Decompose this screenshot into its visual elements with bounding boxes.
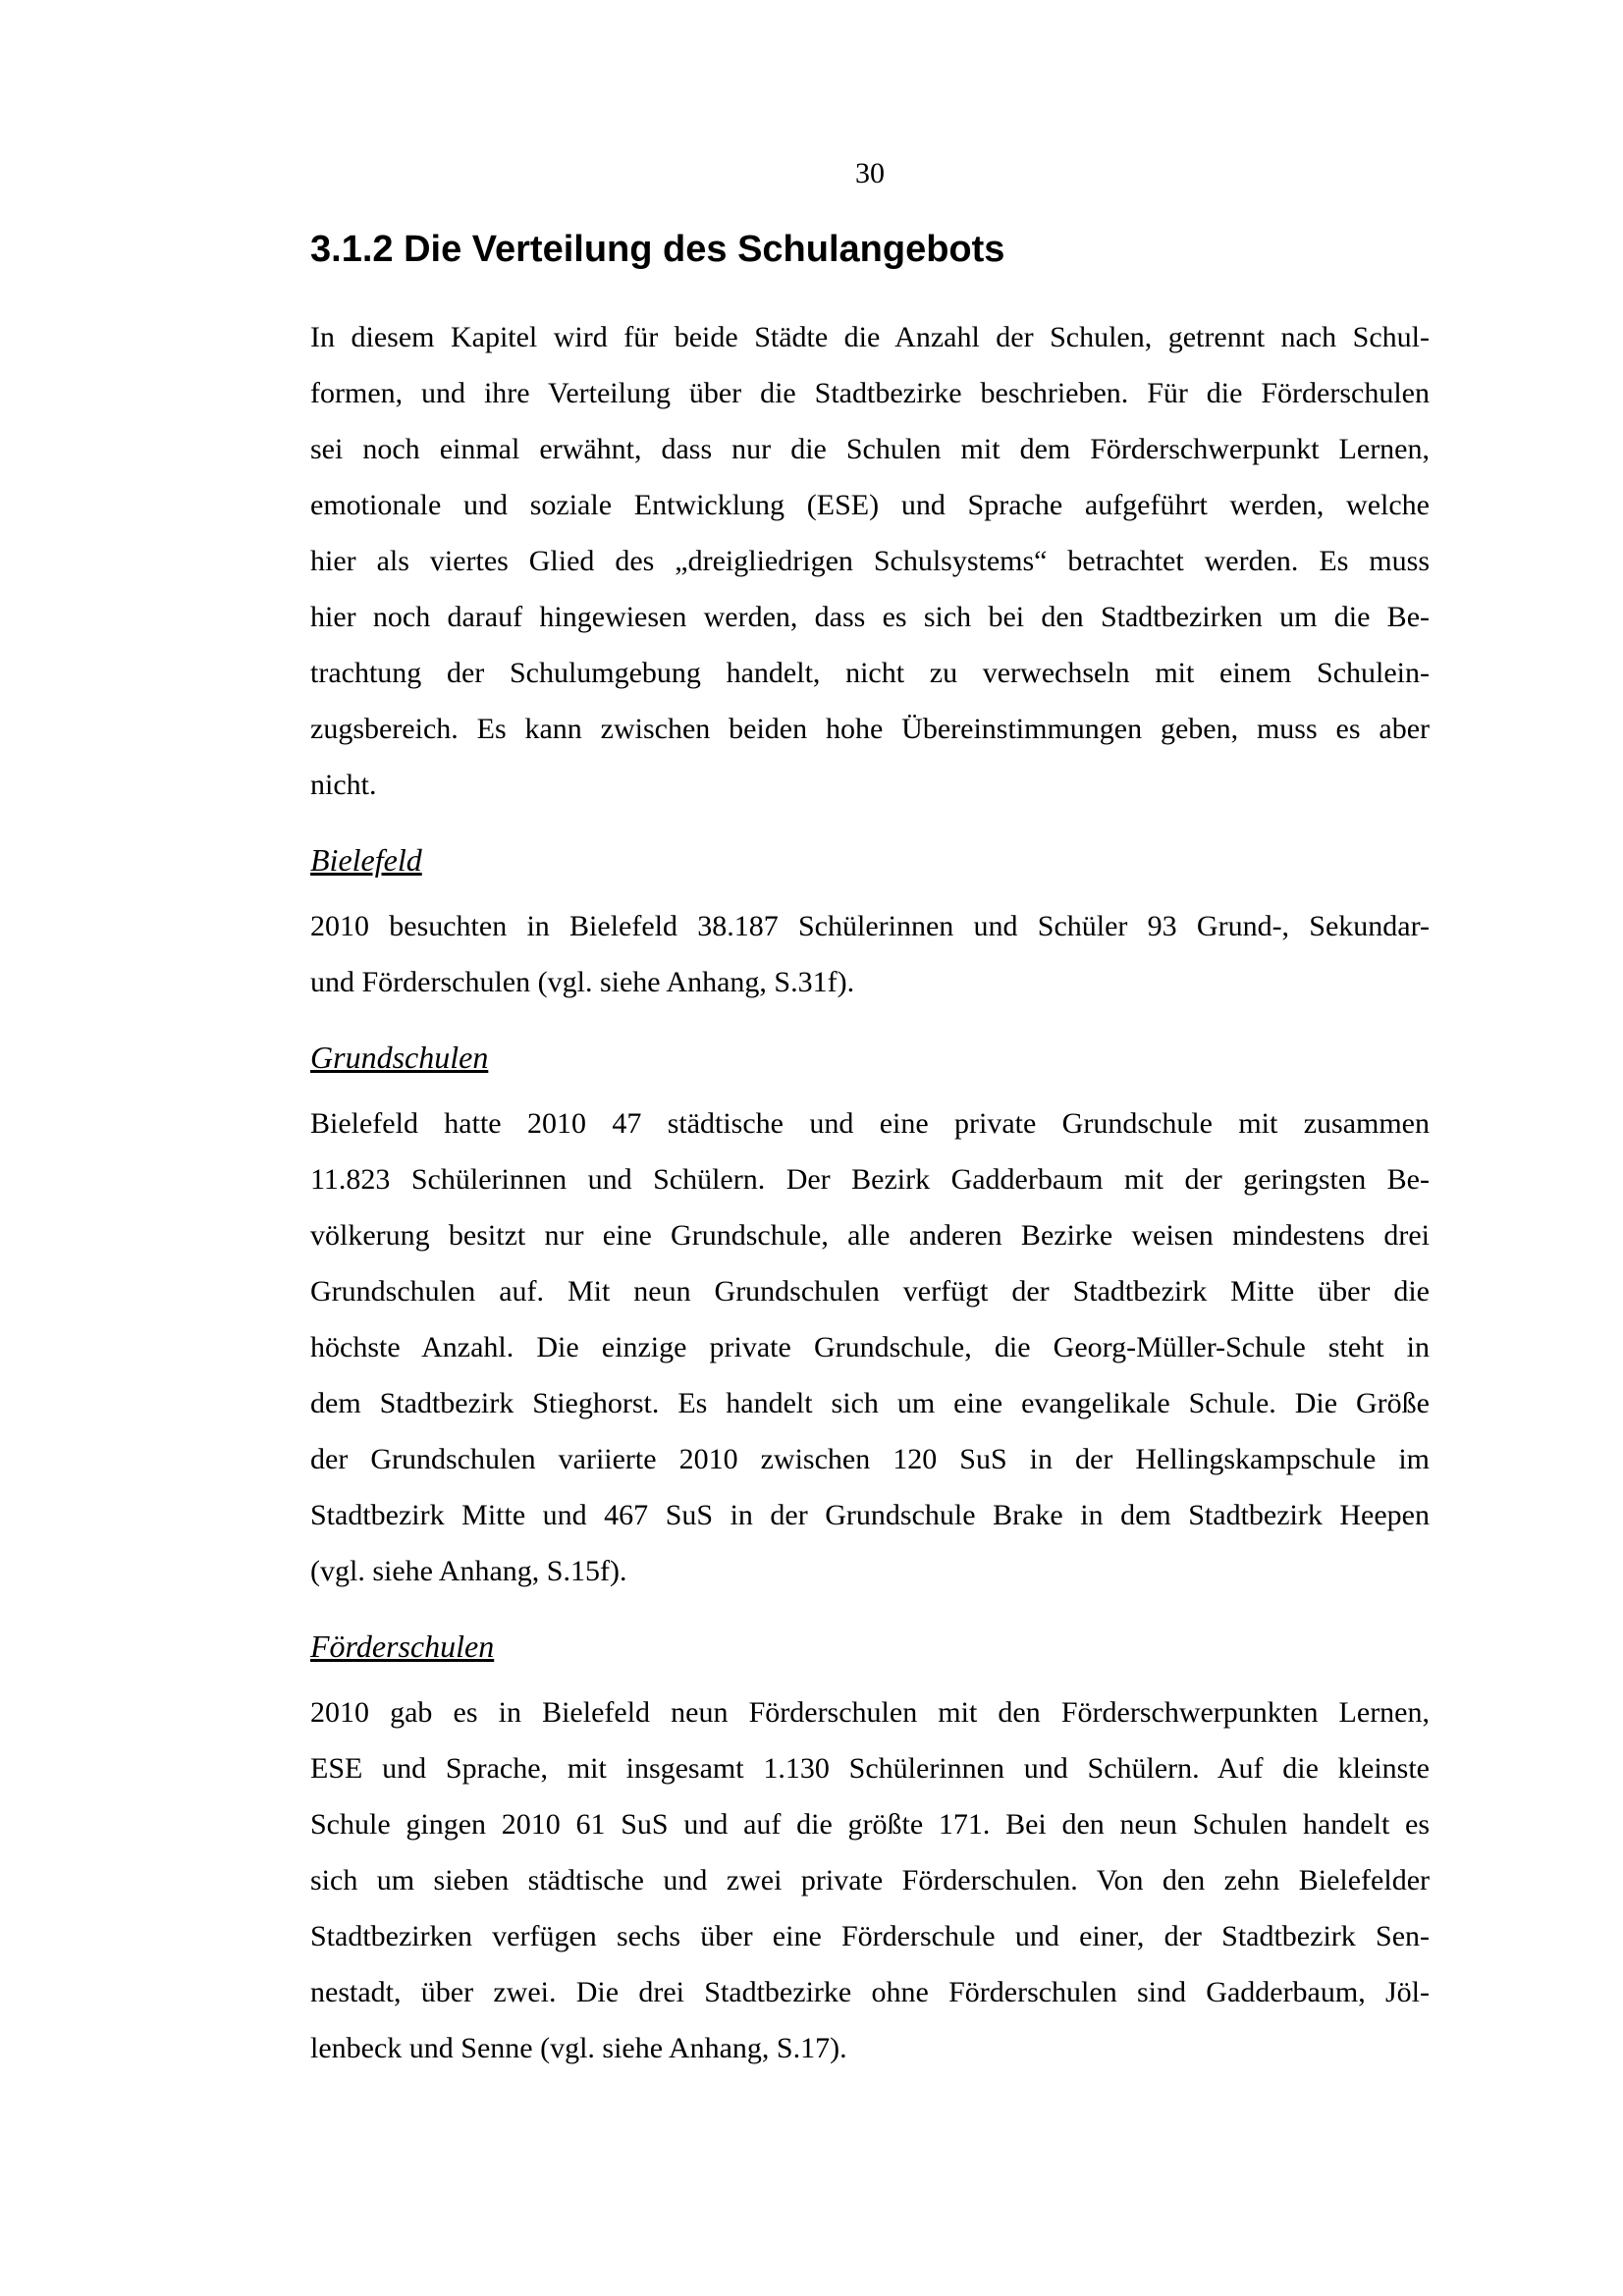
page-content	[310, 0, 1430, 2076]
paragraph	[310, 1095, 1430, 1599]
text-line: nicht.	[310, 769, 377, 801]
text-line: formen, und ihre Verteilung über die Stadtbezirke beschrieben. Für die Förderschulen	[310, 377, 1430, 409]
text-line: Grundschulen auf. Mit neun Grundschulen verfügt der Stadtbezirk Mitte über die	[310, 1275, 1430, 1308]
paragraph	[310, 1684, 1430, 2076]
text-line: emotionale und soziale Entwicklung (ESE) und Sprache aufgeführt werden, welche	[310, 489, 1430, 521]
text-line: sich um sieben städtische und zwei private Förderschulen. Von den zehn Bielefelder	[310, 1864, 1430, 1896]
text-line: nestadt, über zwei. Die drei Stadtbezirke ohne Förderschulen sind Gadderbaum, Jöl-	[310, 1976, 1430, 2008]
text-line: hier noch darauf hingewiesen werden, dass es sich bei den Stadtbezirken um die Be-	[310, 601, 1430, 633]
text-line: zugsbereich. Es kann zwischen beiden hohe Übereinstimmungen geben, muss es aber	[310, 713, 1430, 745]
text-line: sei noch einmal erwähnt, dass nur die Schulen mit dem Förderschwerpunkt Lernen,	[310, 433, 1430, 465]
text-line: Stadtbezirk Mitte und 467 SuS in der Grundschule Brake in dem Stadtbezirk Heepen	[310, 1499, 1430, 1531]
text-line: der Grundschulen variierte 2010 zwischen 120 SuS in der Hellingskampschule im	[310, 1443, 1430, 1475]
subheading: Bielefeld	[310, 842, 422, 878]
text-line: höchste Anzahl. Die einzige private Grundschule, die Georg-Müller-Schule steht in	[310, 1331, 1430, 1363]
text-line: Stadtbezirken verfügen sechs über eine Förderschule und einer, der Stadtbezirk Sen-	[310, 1920, 1430, 1952]
sections-container	[310, 309, 1430, 2076]
text-line: völkerung besitzt nur eine Grundschule, alle anderen Bezirke weisen mindestens drei	[310, 1219, 1430, 1252]
text-line: trachtung der Schulumgebung handelt, nicht zu verwechseln mit einem Schulein-	[310, 657, 1430, 689]
paragraph	[310, 898, 1430, 1010]
text-line: Bielefeld hatte 2010 47 städtische und eine private Grundschule mit zusammen	[310, 1107, 1430, 1140]
text-line: (vgl. siehe Anhang, S.15f).	[310, 1555, 627, 1587]
section-heading: 3.1.2 Die Verteilung des Schulangebots	[310, 229, 1005, 270]
text-line: In diesem Kapitel wird für beide Städte die Anzahl der Schulen, getrennt nach Schul-	[310, 321, 1430, 353]
text-line: und Förderschulen (vgl. siehe Anhang, S.31f).	[310, 966, 855, 998]
text-line: lenbeck und Senne (vgl. siehe Anhang, S.17).	[310, 2032, 847, 2064]
text-line: 2010 besuchten in Bielefeld 38.187 Schülerinnen und Schüler 93 Grund-, Sekundar-	[310, 910, 1430, 942]
text-line: hier als viertes Glied des „dreigliedrigen Schulsystems“ betrachtet werden. Es muss	[310, 545, 1430, 577]
subheading: Grundschulen	[310, 1040, 489, 1075]
text-line: 11.823 Schülerinnen und Schülern. Der Bezirk Gadderbaum mit der geringsten Be-	[310, 1163, 1430, 1196]
paragraph	[310, 309, 1430, 813]
text-line: dem Stadtbezirk Stieghorst. Es handelt sich um eine evangelikale Schule. Die Größe	[310, 1387, 1430, 1419]
text-line: 2010 gab es in Bielefeld neun Förderschulen mit den Förderschwerpunkten Lernen,	[310, 1696, 1430, 1729]
text-line: ESE und Sprache, mit insgesamt 1.130 Schülerinnen und Schülern. Auf die kleinste	[310, 1752, 1430, 1785]
subheading: Förderschulen	[310, 1629, 495, 1664]
text-line: Schule gingen 2010 61 SuS und auf die größte 171. Bei den neun Schulen handelt es	[310, 1808, 1430, 1841]
page-number: 30	[855, 157, 885, 189]
